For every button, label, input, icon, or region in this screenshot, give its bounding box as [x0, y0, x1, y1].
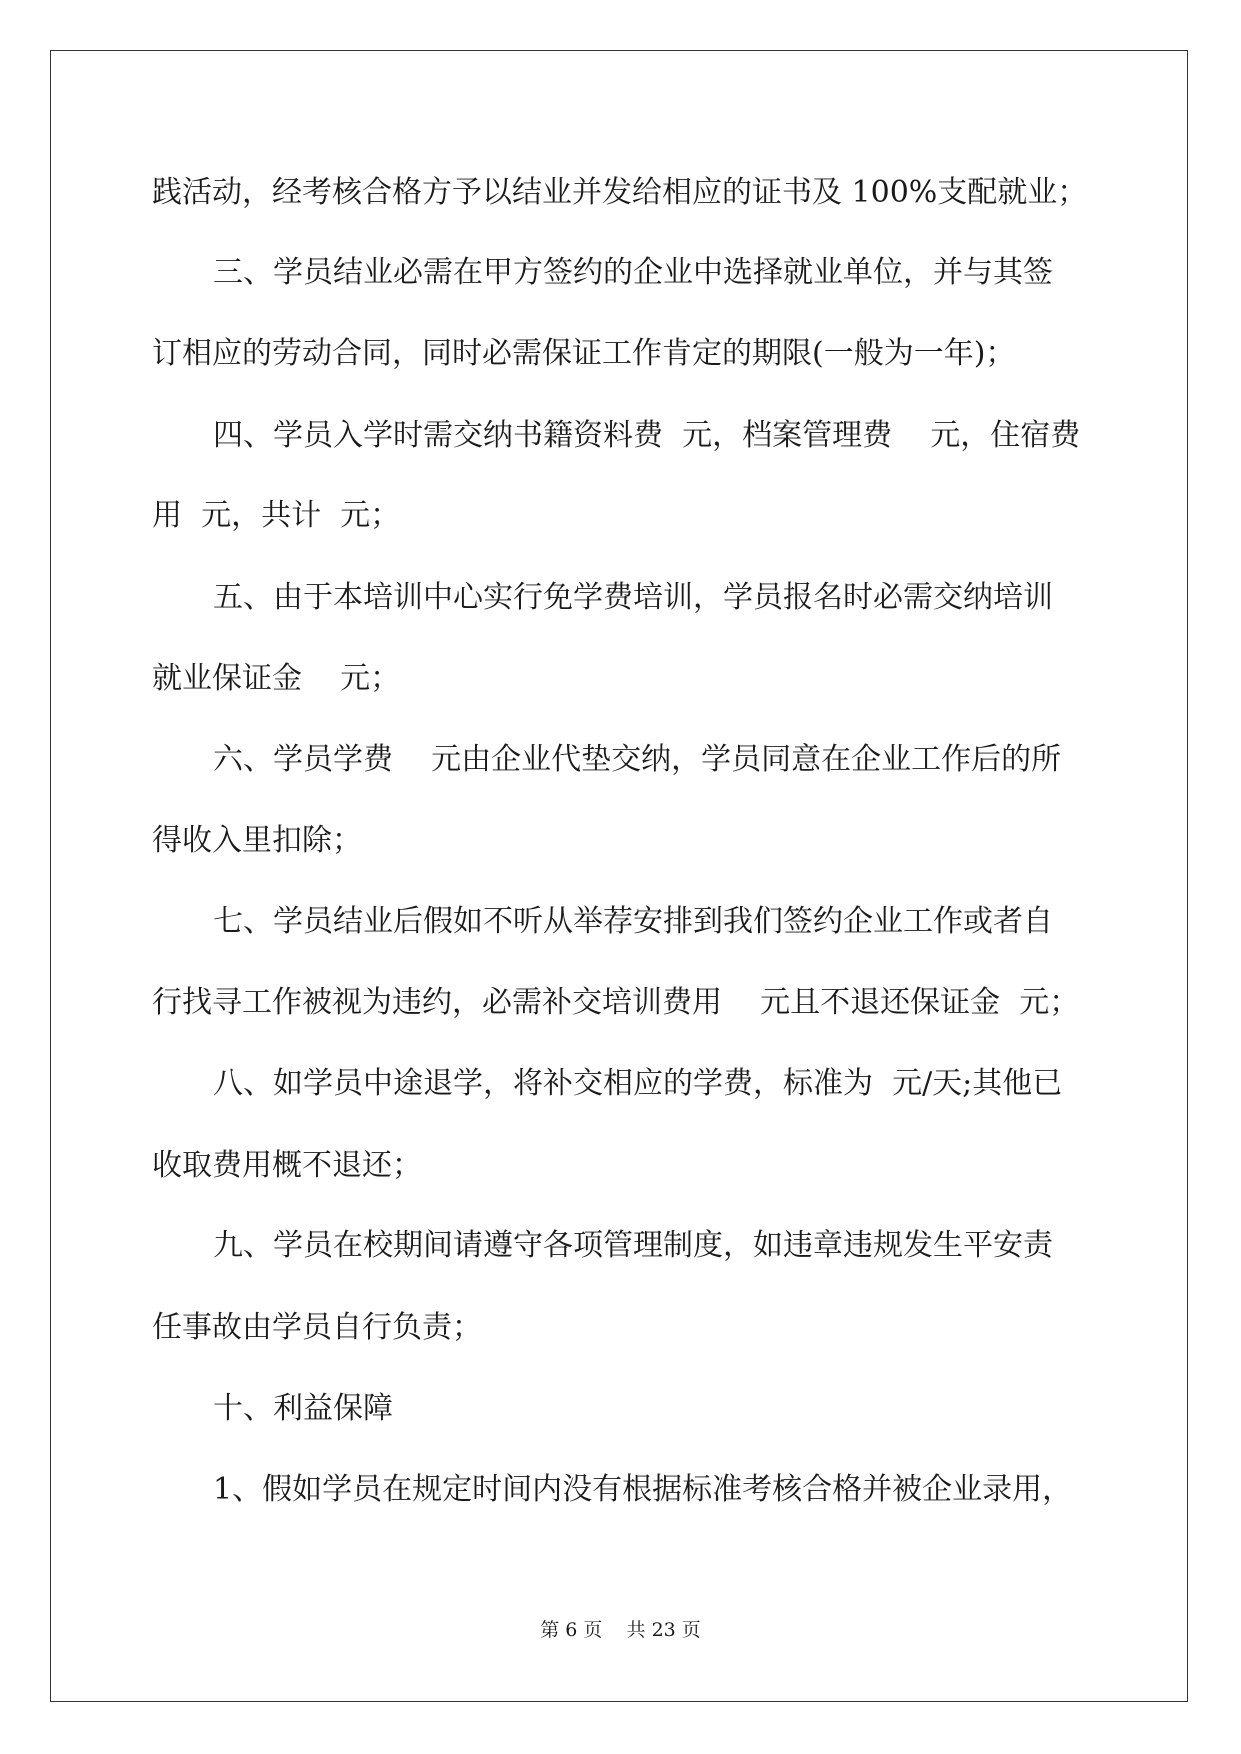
text-line: 任事故由学员自行负责； — [152, 1310, 482, 1345]
text-line: 行找寻工作被视为违约，必需补交培训费用 元且不退还保证金 元； — [152, 985, 1080, 1020]
text-line: 就业保证金 元； — [152, 661, 401, 696]
text-line: 六、学员学费 元由企业代垫交纳，学员同意在企业工作后的所 — [213, 742, 1062, 777]
text-line: 践活动，经考核合格方予以结业并发给相应的证书及 100%支配就业； — [152, 175, 1088, 210]
text-line: 三、学员结业必需在甲方签约的企业中选择就业单位，并与其签 — [213, 255, 1053, 290]
text-line: 八、如学员中途退学，将补交相应的学费，标准为 元/天;其他已 — [213, 1066, 1063, 1101]
page-border — [50, 50, 1188, 1702]
text-line: 得收入里扣除； — [152, 823, 362, 858]
text-line: 七、学员结业后假如不听从举荐安排到我们签约企业工作或者自 — [213, 904, 1053, 939]
text-line: 五、由于本培训中心实行免学费培训，学员报名时必需交纳培训 — [213, 580, 1053, 615]
text-line: 十、利益保障 — [213, 1391, 393, 1426]
text-line: 1、假如学员在规定时间内没有根据标准考核合格并被企业录用， — [213, 1472, 1073, 1507]
page-footer: 第 6 页 共 23 页 — [540, 1619, 701, 1641]
text-line: 用 元，共计 元； — [152, 498, 401, 533]
text-line: 订相应的劳动合同，同时必需保证工作肯定的期限(一般为一年)； — [152, 336, 1016, 371]
text-line: 收取费用概不退还； — [152, 1148, 422, 1183]
text-line: 四、学员入学时需交纳书籍资料费 元，档案管理费 元，住宿费 — [213, 418, 1081, 453]
text-line: 九、学员在校期间请遵守各项管理制度，如违章违规发生平安责 — [213, 1228, 1053, 1263]
